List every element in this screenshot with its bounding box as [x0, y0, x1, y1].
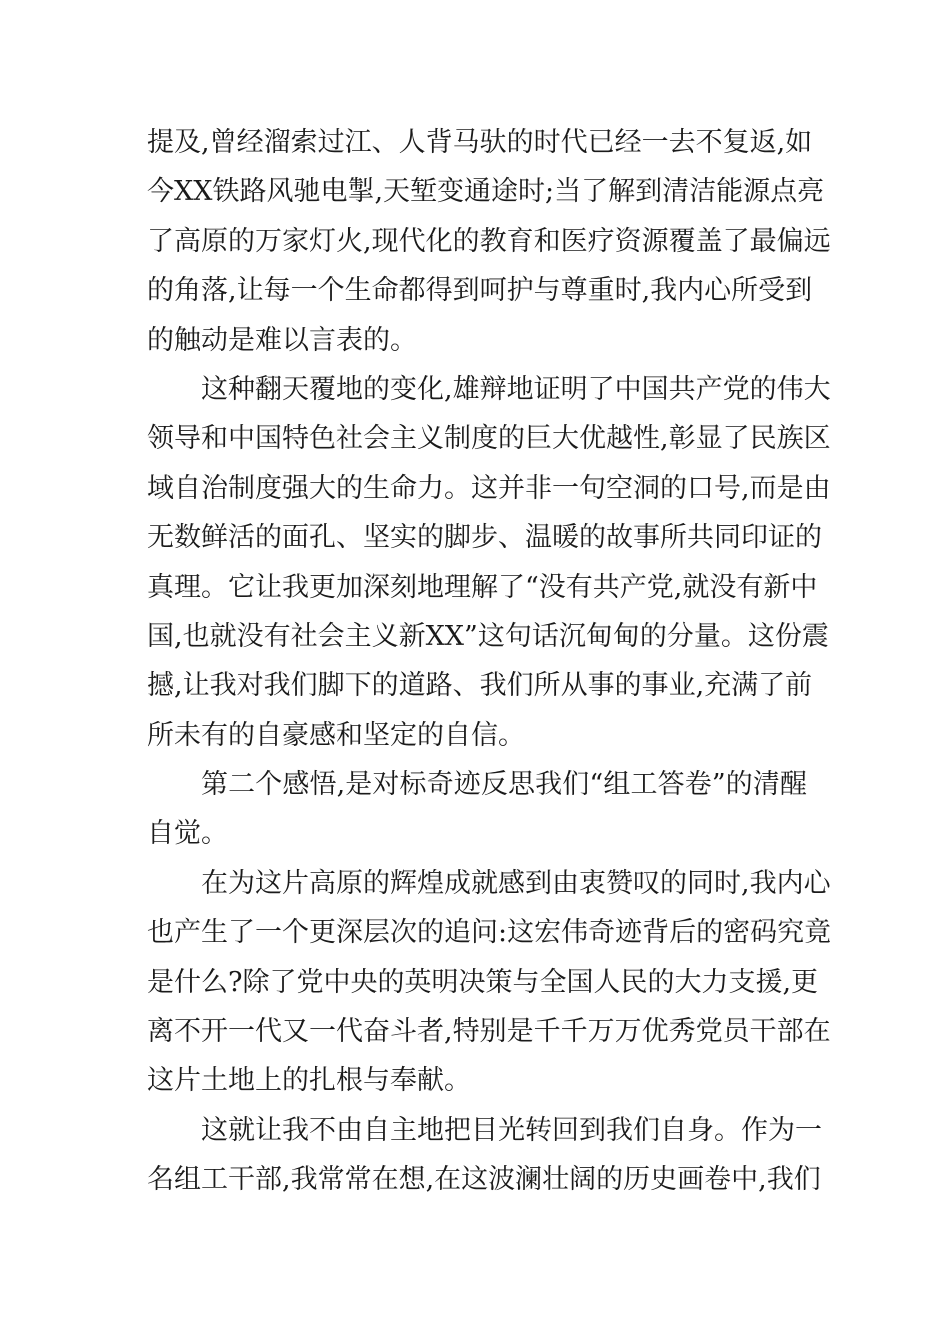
- text-line: 名组工干部,我常常在想,在这波澜壮阔的历史画卷中,我们: [147, 1164, 821, 1196]
- text-line: 领导和中国特色社会主义制度的巨大优越性,彰显了民族区: [147, 423, 831, 455]
- text-line: 撼,让我对我们脚下的道路、我们所从事的事业,充满了前: [147, 670, 813, 702]
- text-line: 这片土地上的扎根与奉献。: [147, 1065, 471, 1097]
- paragraph-2: [147, 365, 831, 760]
- text-line: 无数鲜活的面孔、坚实的脚步、温暖的故事所共同印证的: [147, 522, 822, 554]
- text-line: 提及,曾经溜索过江、人背马驮的时代已经一去不复返,如: [147, 127, 813, 158]
- text-line: 离不开一代又一代奋斗者,特别是千千万万优秀党员干部在: [147, 1016, 831, 1048]
- text-line: 第二个感悟,是对标奇迹反思我们“组工答卷”的清醒: [201, 769, 807, 801]
- paragraph-5: [147, 1106, 822, 1205]
- text-line: 域自治制度强大的生命力。这并非一句空洞的口号,而是由: [147, 472, 831, 504]
- text-line: 的触动是难以言表的。: [147, 324, 417, 356]
- paragraph-1: [147, 118, 831, 365]
- paragraph-3: [147, 760, 807, 859]
- text-line: 自觉。: [147, 818, 228, 850]
- text-line: 真理。它让我更加深刻地理解了“没有共产党,就没有新中: [147, 571, 818, 603]
- text-line: 这就让我不由自主地把目光转回到我们自身。作为一: [201, 1114, 822, 1146]
- text-line: 在为这片高原的辉煌成就感到由衷赞叹的同时,我内心: [201, 867, 831, 899]
- text-line: 今XX铁路风驰电掣,天堑变通途时;当了解到清洁能源点亮: [147, 176, 825, 208]
- text-line: 所未有的自豪感和坚定的自信。: [147, 719, 525, 751]
- body-text: [147, 118, 832, 1205]
- text-line: 了高原的万家灯火,现代化的教育和医疗资源覆盖了最偏远: [147, 225, 831, 257]
- text-line: 这种翻天覆地的变化,雄辩地证明了中国共产党的伟大: [201, 373, 831, 405]
- text-line: 是什么?除了党中央的英明决策与全国人民的大力支援,更: [147, 966, 819, 998]
- text-line: 的角落,让每一个生命都得到呵护与尊重时,我内心所受到: [147, 275, 813, 307]
- text-line: 国,也就没有社会主义新XX”这句话沉甸甸的分量。这份震: [147, 620, 829, 652]
- text-line: 也产生了一个更深层次的追问:这宏伟奇迹背后的密码究竟: [147, 917, 832, 949]
- paragraph-4: [147, 859, 832, 1106]
